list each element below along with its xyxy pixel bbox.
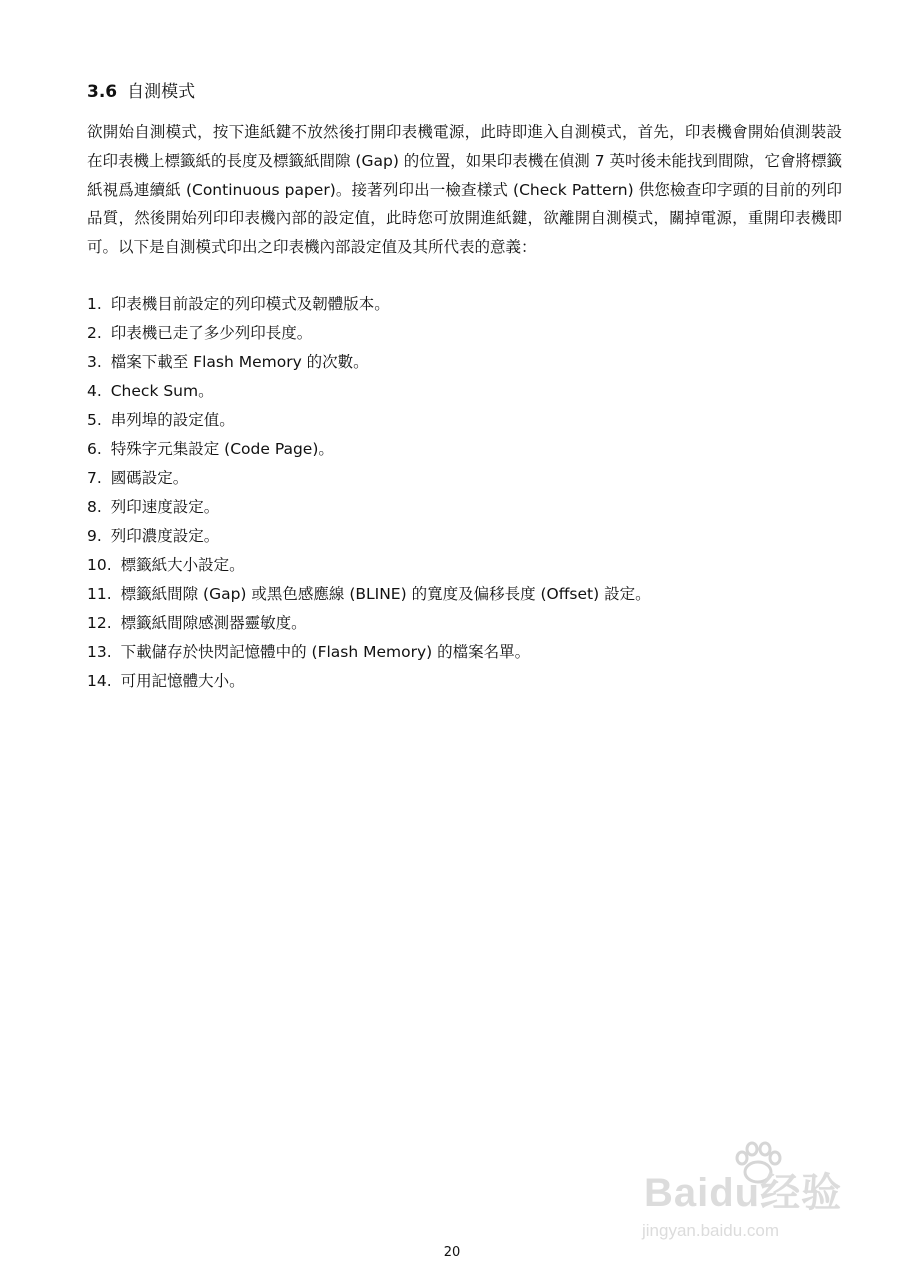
item-number: 9. xyxy=(87,527,102,545)
item-text: 串列埠的設定值。 xyxy=(110,411,235,429)
item-number: 13. xyxy=(87,643,112,661)
list-item xyxy=(87,667,847,696)
list-item xyxy=(87,464,847,493)
item-text: 列印速度設定。 xyxy=(110,498,220,516)
item-number: 6. xyxy=(87,440,102,458)
item-text: 檔案下載至 Flash Memory 的次數。 xyxy=(110,353,369,371)
intro-paragraph: 欲開始自測模式，按下進紙鍵不放然後打開印表機電源，此時即進入自測模式，首先，印表機會開始偵測裝設在印表機上標籤紙的長度及標籤紙間隙 (Gap) 的位置，如果印表機在偵測 7 英吋後未能找到間隙，它會將標籤紙視爲連續紙 (Continuous paper)。接著列印出一檢查樣式 (Check Pattern) 供您檢查印字頭的目前的列印品質，然後開始列印印表機內部的設定值，此時您可放開進紙鍵，欲離開自測模式，關掉電源，重開印表機即可。以下是自測模式印出之印表機內部設定值及其所代表的意義： xyxy=(87,123,843,257)
item-text: 標籤紙間隙感測器靈敏度。 xyxy=(120,614,307,632)
item-number: 14. xyxy=(87,672,112,690)
section-title: 自測模式 xyxy=(127,82,196,102)
list-item xyxy=(87,348,847,377)
item-text: 可用記憶體大小。 xyxy=(120,672,245,690)
item-number: 11. xyxy=(87,585,112,603)
item-text: 標籤紙間隙 (Gap) 或黑色感應線 (BLINE) 的寬度及偏移長度 (Offset) 設定。 xyxy=(120,585,651,603)
list-item xyxy=(87,406,847,435)
section-heading xyxy=(87,80,195,104)
settings-list xyxy=(87,290,847,696)
item-number: 5. xyxy=(87,411,102,429)
item-number: 8. xyxy=(87,498,102,516)
list-item xyxy=(87,290,847,319)
list-item xyxy=(87,319,847,348)
item-text: 特殊字元集設定 (Code Page)。 xyxy=(110,440,334,458)
item-number: 2. xyxy=(87,324,102,342)
watermark-url: jingyan.baidu.com xyxy=(642,1221,780,1240)
page-number: 20 xyxy=(443,1245,461,1260)
item-text: 標籤紙大小設定。 xyxy=(120,556,245,574)
item-text: 列印濃度設定。 xyxy=(110,527,220,545)
watermark-brand: Baidu经验 xyxy=(644,1171,843,1215)
baidu-watermark xyxy=(640,1140,860,1250)
item-number: 12. xyxy=(87,614,112,632)
list-item xyxy=(87,580,847,609)
item-text: 印表機已走了多少列印長度。 xyxy=(110,324,313,342)
paw-icon xyxy=(728,1140,788,1186)
section-number: 3.6 xyxy=(87,82,118,102)
list-item xyxy=(87,551,847,580)
list-item xyxy=(87,609,847,638)
item-text: 國碼設定。 xyxy=(110,469,189,487)
list-item xyxy=(87,638,847,667)
item-number: 4. xyxy=(87,382,102,400)
item-number: 1. xyxy=(87,295,102,313)
item-number: 10. xyxy=(87,556,112,574)
item-number: 7. xyxy=(87,469,102,487)
list-item xyxy=(87,522,847,551)
item-text: 印表機目前設定的列印模式及韌體版本。 xyxy=(110,295,390,313)
list-item xyxy=(87,377,847,406)
list-item xyxy=(87,435,847,464)
item-text: Check Sum。 xyxy=(110,382,214,400)
list-item xyxy=(87,493,847,522)
item-number: 3. xyxy=(87,353,102,371)
item-text: 下載儲存於快閃記憶體中的 (Flash Memory) 的檔案名單。 xyxy=(120,643,531,661)
